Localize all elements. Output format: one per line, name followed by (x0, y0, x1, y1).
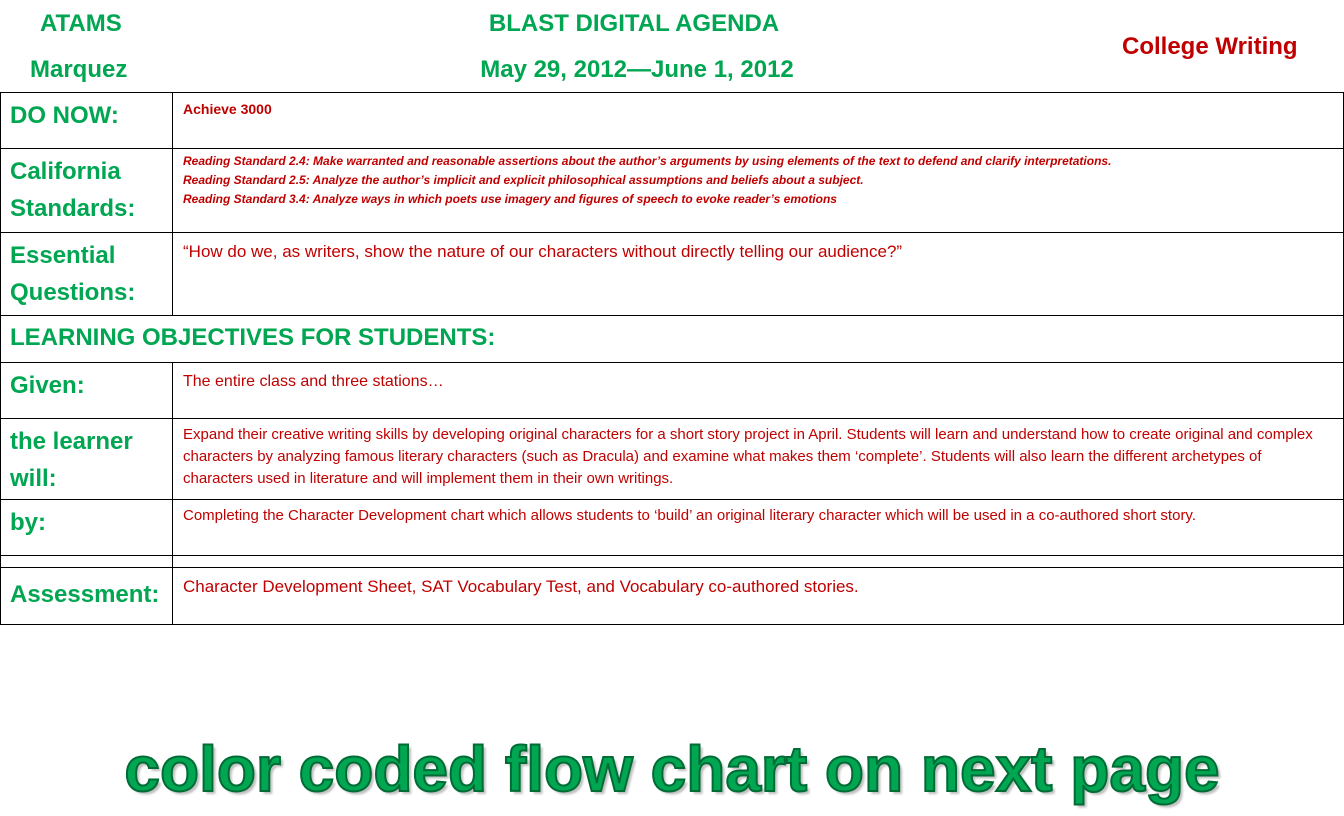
table-row-spacer (1, 556, 1344, 568)
standard-line: Reading Standard 2.4: Make warranted and reasonable assertions about the author’s arguments by using elements of the text to defend and clarify interpretations. (183, 154, 1112, 168)
learner-text: Expand their creative writing skills by developing original characters for a short story project in April. Students will learn and understand how to create original and complex characters by analyzing famous literary characters (such as Dracula) and examine what makes them ‘complete’. Students will also learn the different archetypes of characters used in literature and will implement them in their own writings. (183, 426, 1313, 487)
table-row (1, 419, 1344, 500)
by-value (173, 500, 1344, 556)
course-name: College Writing (1122, 33, 1298, 60)
essential-value (173, 233, 1344, 316)
do-now-value (173, 93, 1344, 149)
by-text: Completing the Character Development chart which allows students to ‘build’ an original literary character which will be used in a co-authored short story. (183, 507, 1196, 524)
given-label: Given: (1, 363, 173, 419)
table-row (1, 93, 1344, 149)
footer-banner: color coded flow chart on next page (124, 733, 1220, 805)
standard-line: Reading Standard 3.4: Analyze ways in which poets use imagery and figures of speech to evoke reader’s emotions (183, 192, 837, 206)
given-text: The entire class and three stations… (183, 373, 444, 390)
table-row (1, 363, 1344, 419)
school-name: ATAMS (40, 10, 122, 37)
spacer-cell (173, 556, 1344, 568)
essential-question: “How do we, as writers, show the nature of our characters without directly telling our audience?” (183, 242, 903, 261)
by-label: by: (1, 500, 173, 556)
agenda-title: BLAST DIGITAL AGENDA (488, 10, 780, 37)
table-row (1, 568, 1344, 625)
learner-value (173, 419, 1344, 500)
do-now-text: Achieve 3000 (183, 101, 272, 117)
standards-value (173, 149, 1344, 233)
essential-label: Essential Questions: (1, 233, 173, 316)
objectives-heading: LEARNING OBJECTIVES FOR STUDENTS: (1, 316, 1344, 363)
standard-line: Reading Standard 2.5: Analyze the author’s implicit and explicit philosophical assumptions and beliefs about a subject. (183, 173, 864, 187)
agenda-dates: May 29, 2012—June 1, 2012 (480, 56, 794, 83)
table-row (1, 149, 1344, 233)
given-value (173, 363, 1344, 419)
do-now-label: DO NOW: (1, 93, 173, 149)
assessment-value (173, 568, 1344, 625)
learner-label: the learner will: (1, 419, 173, 500)
assessment-label: Assessment: (1, 568, 173, 625)
table-row (1, 500, 1344, 556)
table-row (1, 233, 1344, 316)
spacer-cell (1, 556, 173, 568)
teacher-name: Marquez (30, 56, 128, 83)
table-row (1, 316, 1344, 363)
agenda-table (0, 92, 1344, 625)
standards-label: California Standards: (1, 149, 173, 233)
assessment-text: Character Development Sheet, SAT Vocabulary Test, and Vocabulary co-authored stories. (183, 577, 859, 596)
